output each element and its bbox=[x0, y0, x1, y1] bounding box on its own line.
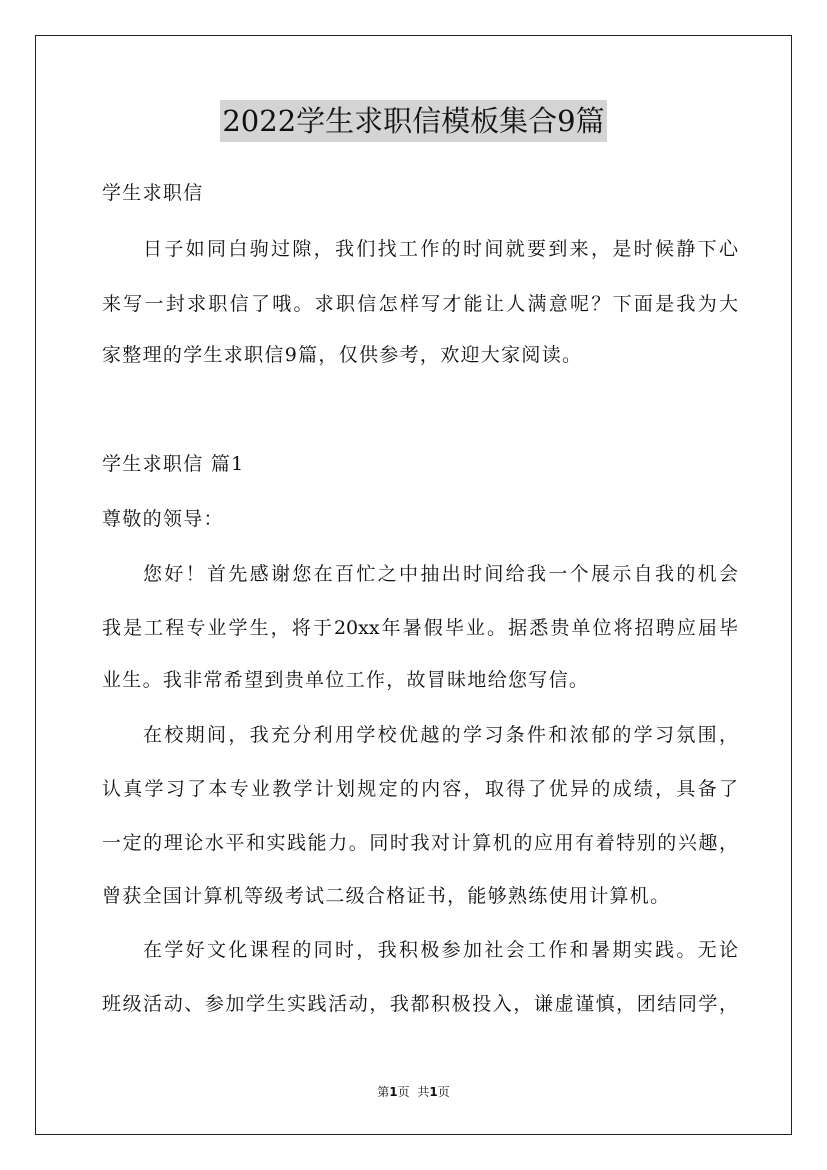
paragraph2-line-4: 曾获全国计算机等级考试二级合格证书，能够熟练使用计算机。 bbox=[102, 885, 671, 907]
document-title: 2022学生求职信模板集合9篇 bbox=[220, 100, 606, 142]
page-current: 1 bbox=[389, 1085, 398, 1099]
paragraph2-line-2: 认真学习了本专业教学计划规定的内容，取得了优异的成绩，具备了 bbox=[102, 778, 738, 800]
title-container bbox=[0, 100, 827, 142]
paragraph2-line-1: 在校期间，我充分利用学校优越的学习条件和浓郁的学习氛围， bbox=[143, 724, 738, 746]
intro-line-3: 家整理的学生求职信9篇，仅供参考，欢迎大家阅读。 bbox=[102, 344, 583, 366]
page-footer bbox=[0, 1084, 827, 1100]
article-heading: 学生求职信 篇1 bbox=[102, 453, 245, 475]
paragraph1-line-2: 我是工程专业学生，将于20xx年暑假毕业。据悉贵单位将招聘应届毕 bbox=[102, 617, 738, 639]
page-suffix: 页 bbox=[397, 1085, 410, 1099]
intro-line-1: 日子如同白驹过隙，我们找工作的时间就要到来，是时候静下心 bbox=[143, 238, 738, 260]
paragraph1-line-3: 业生。我非常希望到贵单位工作，故冒昧地给您写信。 bbox=[102, 669, 590, 691]
page-prefix: 第 bbox=[377, 1085, 390, 1099]
paragraph3-line-2: 班级活动、参加学生实践活动，我都积极投入，谦虚谨慎，团结同学， bbox=[102, 993, 738, 1015]
total-prefix: 共 bbox=[417, 1085, 430, 1099]
paragraph3-line-1: 在学好文化课程的同时，我积极参加社会工作和暑期实践。无论 bbox=[143, 939, 738, 961]
paragraph2-line-3: 一定的理论水平和实践能力。同时我对计算机的应用有着特别的兴趣， bbox=[102, 832, 738, 854]
intro-line-2: 来写一封求职信了哦。求职信怎样写才能让人满意呢？下面是我为大 bbox=[102, 293, 738, 315]
section-heading: 学生求职信 bbox=[102, 182, 204, 204]
total-suffix: 页 bbox=[437, 1085, 450, 1099]
page-total: 1 bbox=[429, 1085, 438, 1099]
salutation: 尊敬的领导： bbox=[102, 508, 224, 530]
paragraph1-line-1: 您好！首先感谢您在百忙之中抽出时间给我一个展示自我的机会 bbox=[143, 563, 738, 585]
